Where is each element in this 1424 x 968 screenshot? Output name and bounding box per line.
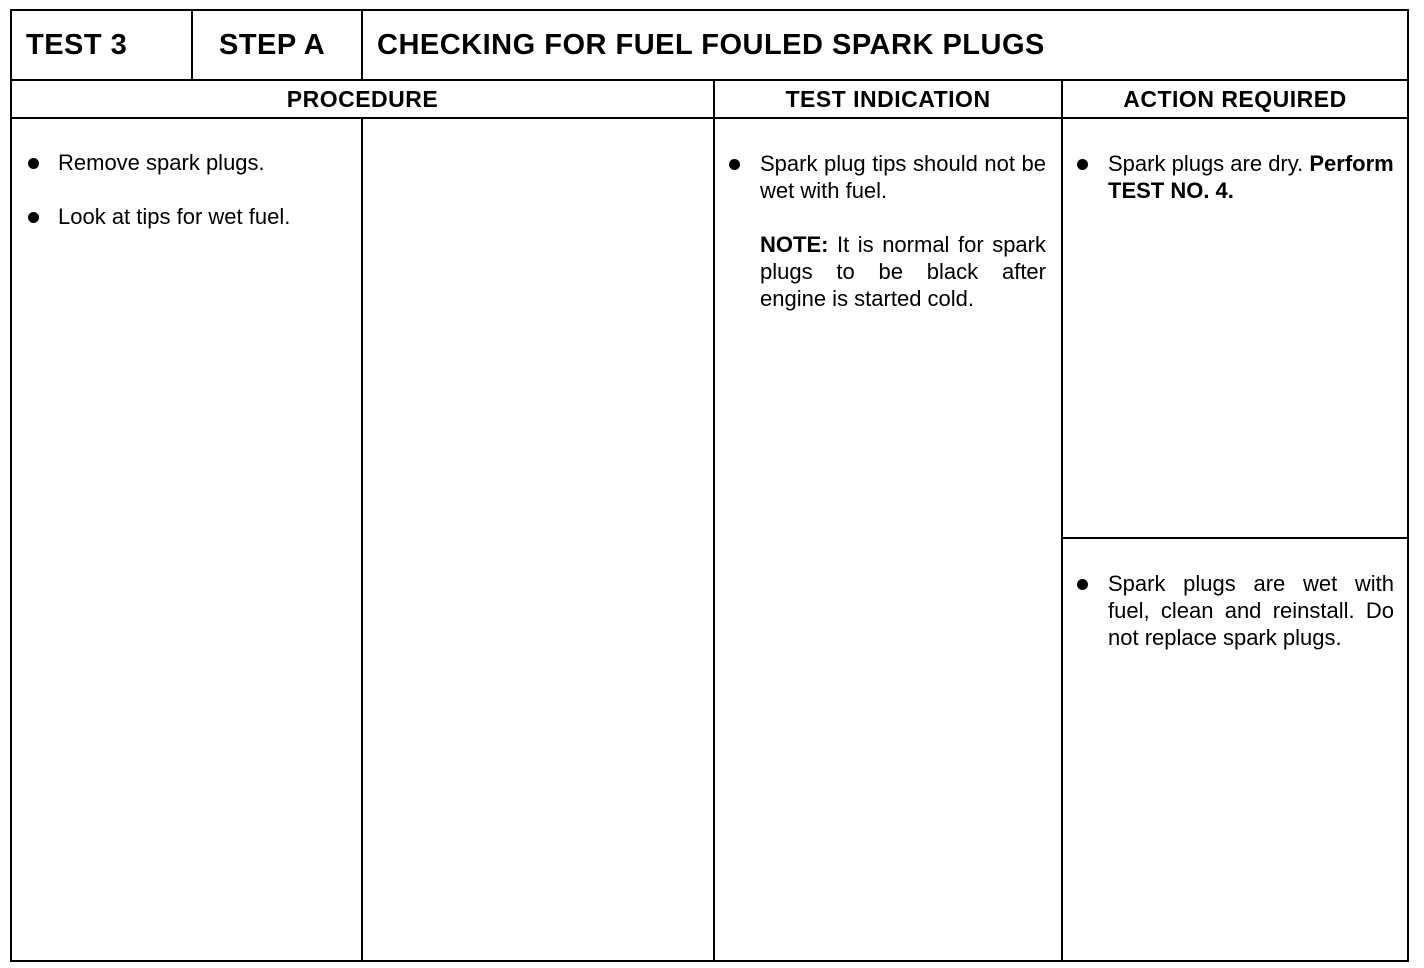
title-row	[12, 11, 1407, 81]
header-procedure: PROCEDURE	[286, 85, 439, 112]
action-instruction: Perform TEST NO. 4.	[1108, 151, 1394, 203]
procedure-item: Look at tips for wet fuel.	[58, 204, 291, 229]
indication-note	[760, 231, 1046, 312]
bullet-icon	[28, 158, 39, 169]
procedure-subdivider	[361, 119, 363, 962]
action-text: Spark plugs are dry.	[1108, 151, 1304, 176]
action-divider	[1063, 537, 1407, 539]
procedure-item: Remove spark plugs.	[58, 150, 265, 175]
test-number: TEST 3	[26, 28, 128, 61]
indication-item: Spark plug tips should not be wet with fuel.	[760, 151, 1046, 203]
bullet-icon	[1077, 579, 1088, 590]
column-divider	[1061, 81, 1063, 962]
column-divider	[713, 81, 715, 962]
action-item-dry	[1108, 150, 1398, 204]
header-test-indication: TEST INDICATION	[785, 85, 991, 112]
column-header-row	[12, 81, 1407, 119]
bullet-icon	[28, 212, 39, 223]
action-item-wet: Spark plugs are wet with fuel, clean and reinstall. Do not replace spark plugs.	[1108, 571, 1394, 650]
bullet-icon	[729, 159, 740, 170]
header-action-required: ACTION REQUIRED	[1123, 85, 1347, 112]
step-label: STEP A	[219, 28, 326, 61]
note-label: NOTE:	[760, 232, 829, 257]
note-text: It is normal for spark plugs to be black after engine is started cold.	[760, 232, 1046, 311]
page-title: CHECKING FOR FUEL FOULED SPARK PLUGS	[377, 28, 1045, 61]
test-table	[10, 9, 1409, 962]
bullet-icon	[1077, 159, 1088, 170]
